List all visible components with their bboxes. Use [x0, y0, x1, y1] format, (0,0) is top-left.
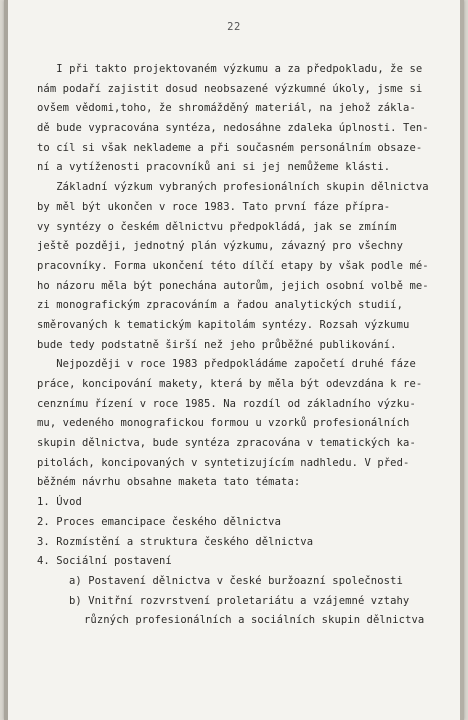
text-line: I při takto projektovaném výzkumu a za předpokladu, že se: [37, 63, 423, 75]
list-item-rozmisteni: 3. Rozmístění a struktura českého dělnictva: [37, 535, 314, 548]
page-edge-left: [4, 0, 8, 720]
text-line: dě bude vypracována syntéza, nedosáhne zdaleka úplnosti. Ten-: [37, 122, 429, 135]
text-line: ovšem vědomi,toho, že shromážděný materiál, na jehož zákla-: [37, 102, 416, 115]
list-item-uvod: 1. Úvod: [37, 496, 82, 509]
text-line: práce, koncipování makety, která by měla být odevzdána k re-: [37, 378, 423, 390]
page-edge-right: [460, 0, 464, 720]
text-line: Základní výzkum vybraných profesionálních skupin dělnictva: [37, 181, 429, 194]
text-line: skupin dělnictva, bude syntéza zpracována v tematických ka-: [37, 437, 416, 450]
sub-list-item-b: b) Vnitřní rozvrstvení proletariátu a vzájemné vztahy: [69, 594, 410, 607]
text-line: směrovaných k tematickým kapitolám syntézy. Rozsah výzkumu: [37, 318, 410, 331]
sub-list-item-a: a) Postavení dělnictva v české buržoazní společnosti: [69, 574, 403, 587]
list-item-proces-emancipace: 2. Proces emancipace českého dělnictva: [37, 515, 282, 528]
text-line: běžném návrhu obsahne maketa tato témata:: [37, 476, 301, 489]
document-page: [4, 0, 464, 720]
list-item-socialni-postaveni: 4. Sociální postavení: [37, 555, 172, 568]
text-line: mu, vedeného monografickou formou u vzorků profesionálních: [37, 417, 410, 430]
text-line: nám podaří zajistit dosud neobsazené výzkumné úkoly, jsme si: [37, 82, 423, 95]
text-line: cenznímu řízení v roce 1985. Na rozdíl od základního výzku-: [37, 397, 416, 410]
text-line: zi monografickým zpracováním a řadou analytických studií,: [37, 299, 404, 312]
text-line: Nejpozději v roce 1983 předpokládáme započetí druhé fáze: [37, 358, 416, 371]
text-line: pracovníky. Forma ukončení této dílčí etapy by však podle mé-: [37, 259, 429, 272]
page-number: 22: [227, 21, 241, 33]
text-line: ještě později, jednotný plán výzkumu, závazný pro všechny: [37, 240, 404, 253]
document-body: [37, 60, 437, 631]
text-line: ho názoru měla být ponechána autorům, jejich osobní volbě me-: [37, 279, 429, 292]
text-line: by měl být ukončen v roce 1983. Tato první fáze přípra-: [37, 200, 391, 213]
text-line: vy syntézy o českém dělnictvu předpokládá, jak se zmíním: [37, 220, 397, 233]
text-line: to cíl si však neklademe a při současném personálním obsaze-: [37, 141, 423, 154]
text-line: ní a vytíženosti pracovníků ani si jej nemůžeme klásti.: [37, 161, 391, 174]
text-line: pitolách, koncipovaných v syntetizujícím nadhledu. V před-: [37, 456, 410, 469]
text-line: bude tedy podstatně širší než jeho průběžné publikování.: [37, 338, 397, 351]
sub-list-item-b-continuation: různých profesionálních a sociálních skupin dělnictva: [84, 614, 425, 627]
